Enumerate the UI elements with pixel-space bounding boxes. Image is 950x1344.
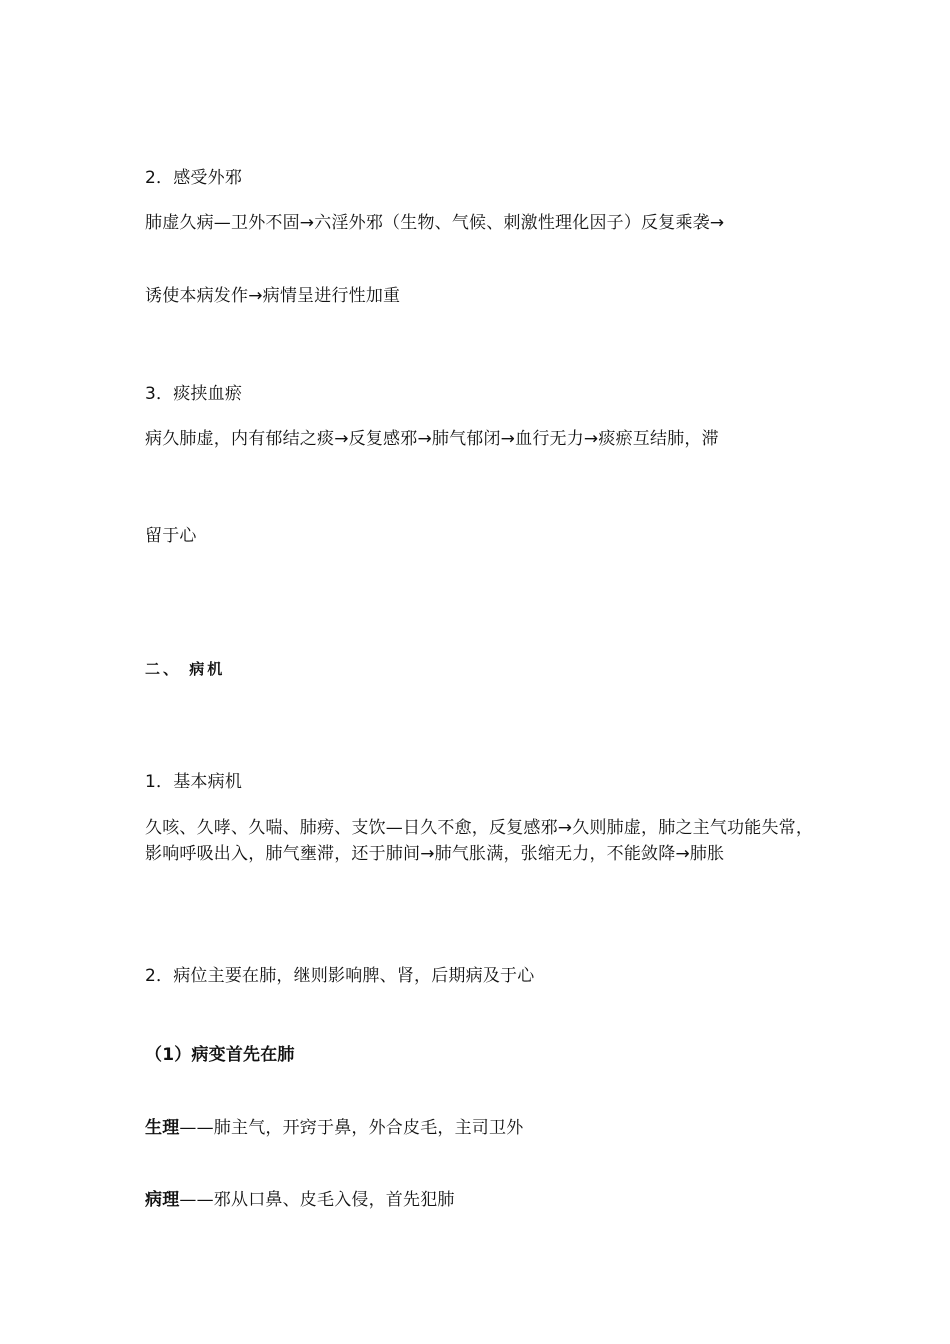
physiology-text: ——肺主气，开窍于鼻，外合皮毛，主司卫外 [179,1118,524,1138]
cause2-title: 2．感受外邪 [145,168,243,188]
cause3-title: 3．痰挟血瘀 [145,384,243,404]
pathology-text: ——邪从口鼻、皮毛入侵，首先犯肺 [179,1190,455,1210]
cause3-line1: 病久肺虚，内有郁结之痰→反复感邪→肺气郁闭→血行无力→痰瘀互结肺，滞 [145,429,719,449]
sub1-title: （1）病变首先在肺 [145,1045,295,1065]
mech2-title: 2．病位主要在肺，继则影响脾、肾，后期病及于心 [145,966,535,986]
section-heading-pathogenesis: 二、 病机 [145,660,226,678]
physiology-line [145,1116,523,1140]
cause2-line1: 肺虚久病—卫外不固→六淫外邪（生物、气候、刺激性理化因子）反复乘袭→ [145,213,725,233]
cause2-line2: 诱使本病发作→病情呈进行性加重 [145,286,401,306]
pathology-line [145,1188,455,1212]
mech1-title: 1．基本病机 [145,772,243,792]
mech1-body: 久咳、久哮、久喘、肺痨、支饮—日久不愈，反复感邪→久则肺虚，肺之主气功能失常，影响呼吸出入，肺气壅滞，还于肺间→肺气胀满，张缩无力，不能敛降→肺胀 [145,818,814,864]
pathology-label: 病理 [145,1190,180,1210]
physiology-label: 生理 [145,1118,180,1138]
cause3-line2: 留于心 [145,526,197,546]
